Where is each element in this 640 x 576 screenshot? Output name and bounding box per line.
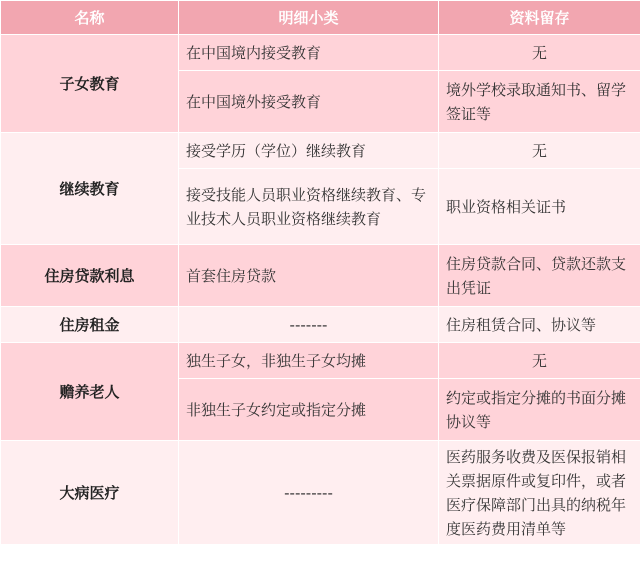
documents-cell: 无 <box>439 343 640 379</box>
category-cell: 大病医疗 <box>1 441 179 545</box>
documents-cell: 住房租赁合同、协议等 <box>439 307 640 343</box>
header-detail: 明细小类 <box>179 1 439 35</box>
table-row <box>1 307 640 343</box>
header-documents: 资料留存 <box>439 1 640 35</box>
table-header-row <box>1 1 640 35</box>
category-cell: 赡养老人 <box>1 343 179 441</box>
detail-cell: 非独生子女约定或指定分摊 <box>179 379 439 441</box>
documents-cell: 约定或指定分摊的书面分摊协议等 <box>439 379 640 441</box>
documents-cell: 职业资格相关证书 <box>439 169 640 245</box>
detail-cell: 首套住房贷款 <box>179 245 439 307</box>
category-cell: 住房贷款利息 <box>1 245 179 307</box>
detail-cell: 在中国境外接受教育 <box>179 71 439 133</box>
table-row <box>1 133 640 169</box>
category-cell: 住房租金 <box>1 307 179 343</box>
table-row <box>1 245 640 307</box>
detail-cell: 独生子女，非独生子女均摊 <box>179 343 439 379</box>
detail-cell: 接受技能人员职业资格继续教育、专业技术人员职业资格继续教育 <box>179 169 439 245</box>
table-row <box>1 35 640 71</box>
documents-cell: 无 <box>439 133 640 169</box>
table-row <box>1 441 640 545</box>
detail-cell: ------- <box>179 307 439 343</box>
detail-cell: --------- <box>179 441 439 545</box>
table-row <box>1 343 640 379</box>
documents-cell: 境外学校录取通知书、留学签证等 <box>439 71 640 133</box>
documents-cell: 住房贷款合同、贷款还款支出凭证 <box>439 245 640 307</box>
detail-cell: 接受学历（学位）继续教育 <box>179 133 439 169</box>
documents-cell: 无 <box>439 35 640 71</box>
documents-cell: 医药服务收费及医保报销相关票据原件或复印件，或者医疗保障部门出具的纳税年度医药费用清单等 <box>439 441 640 545</box>
category-cell: 子女教育 <box>1 35 179 133</box>
detail-cell: 在中国境内接受教育 <box>179 35 439 71</box>
header-name: 名称 <box>1 1 179 35</box>
category-cell: 继续教育 <box>1 133 179 245</box>
